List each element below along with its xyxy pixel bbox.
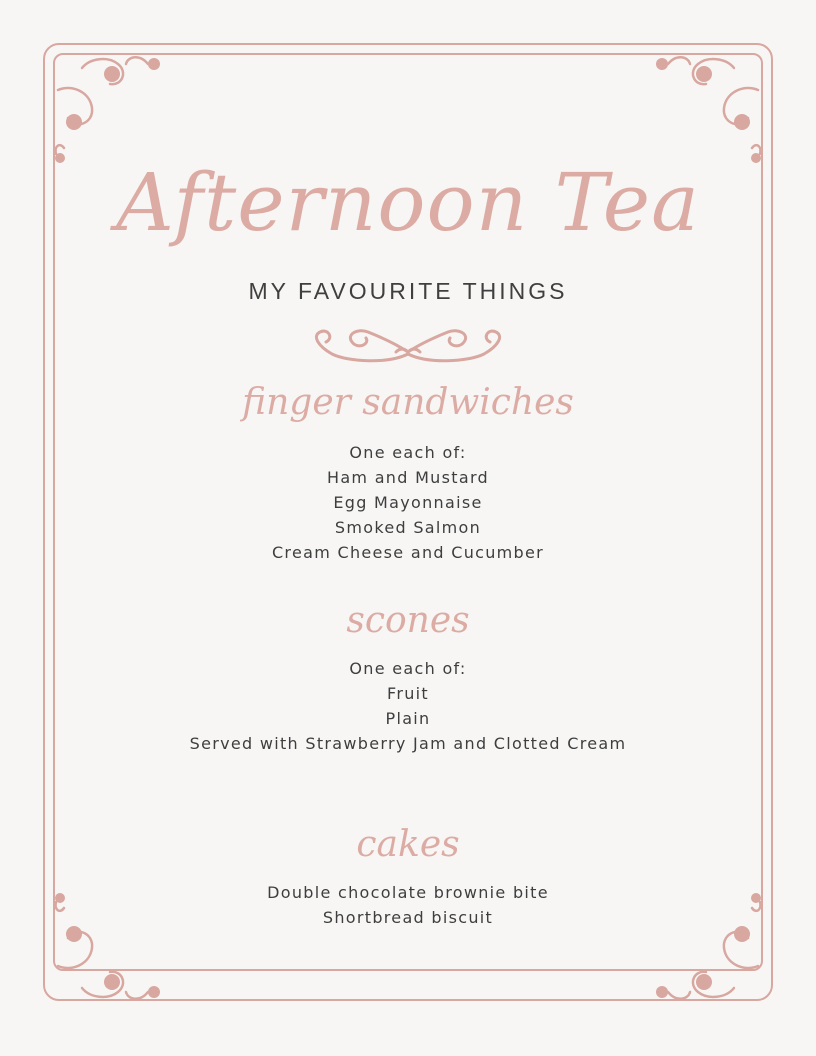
section-heading-finger-sandwiches: finger sandwiches	[242, 382, 574, 423]
menu-item: Egg Mayonnaise	[333, 493, 483, 512]
divider-flourish-icon	[308, 322, 508, 372]
menu-item: Double chocolate brownie bite	[267, 883, 549, 902]
menu-title: Afternoon Tea	[116, 156, 700, 249]
menu-subtitle: MY FAVOURITE THINGS	[248, 278, 568, 304]
section-items-finger-sandwiches	[0, 440, 816, 565]
menu-item: Ham and Mustard	[326, 468, 489, 487]
menu-item: One each of:	[349, 659, 467, 678]
menu-item: Smoked Salmon	[334, 518, 482, 537]
menu-item: Shortbread biscuit	[322, 908, 494, 927]
section-heading-scones: scones	[346, 600, 470, 641]
menu-item: Cream Cheese and Cucumber	[271, 543, 545, 562]
section-heading-cakes: cakes	[356, 824, 460, 865]
section-items-scones	[0, 656, 816, 756]
menu-item: Plain	[385, 709, 431, 728]
menu-item: Fruit	[387, 684, 429, 703]
menu-item: Served with Strawberry Jam and Clotted Cream	[189, 734, 627, 753]
section-items-cakes	[0, 880, 816, 930]
menu-item: One each of:	[349, 443, 467, 462]
